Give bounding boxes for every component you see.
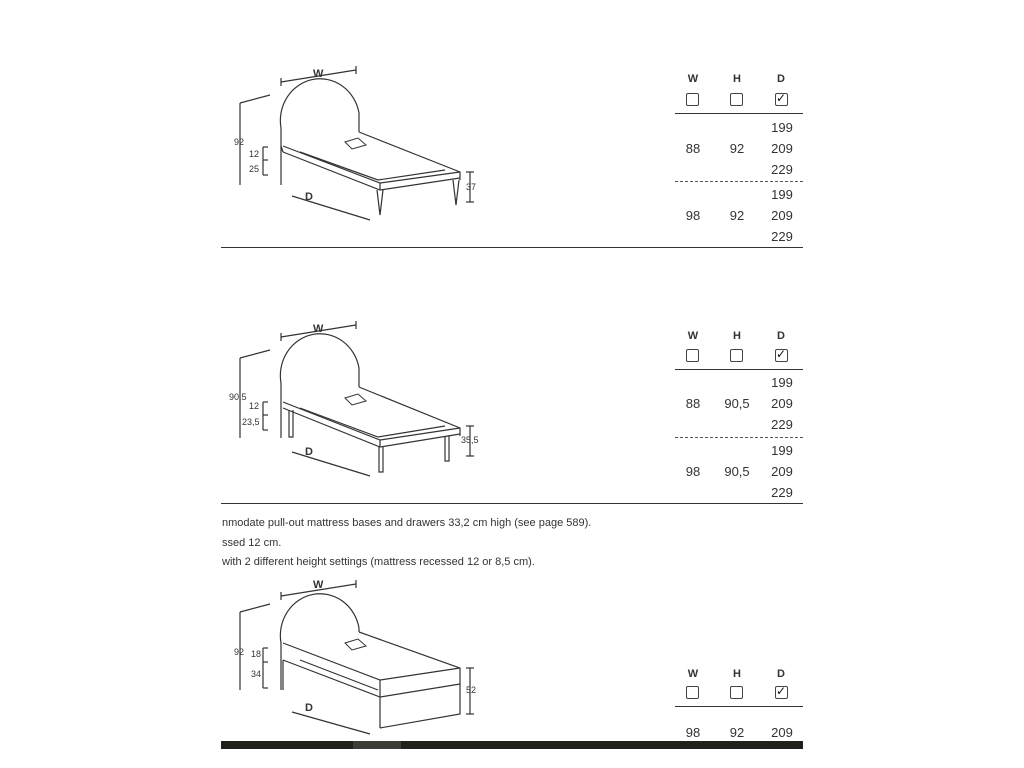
table-row-d: 229 [771,485,793,500]
note-line: ssed 12 cm. [222,537,282,549]
h-checkbox[interactable] [730,349,743,362]
h-checkbox[interactable] [730,686,743,699]
column-header-h: H [733,73,741,85]
column-header-d: D [777,73,785,85]
bed-3-width-label: W [313,579,324,591]
note-line: nmodate pull-out mattress bases and drawers 33,2 cm high (see page 589). [222,517,592,529]
column-header-h: H [733,330,741,342]
section-divider [221,503,803,504]
bed-2-dim-b-label: 23,5 [242,417,260,427]
table-row-w: 98 [685,464,701,479]
table-row-h: 92 [729,208,745,223]
table-row-w: 98 [685,208,701,223]
d-checkbox[interactable] [775,93,788,106]
column-header-w: W [687,668,699,680]
bed-1-drawing [240,66,477,220]
bed-3-dim-a-label: 18 [251,649,262,659]
bed-2-height-label: 90,5 [229,392,247,402]
bed-2-drawing [240,321,474,476]
table-row-d: 209 [771,725,793,740]
table-row-d: 209 [771,396,793,411]
table-row-h: 90,5 [724,464,750,479]
d-checkbox[interactable] [775,686,788,699]
bed-2-width-label: W [313,323,324,335]
table-divider [675,369,803,370]
table-row-d: 199 [771,443,793,458]
h-checkbox[interactable] [730,93,743,106]
table-row-d: 209 [771,141,793,156]
bed-1-depth-label: D [305,191,313,203]
table-row-w: 88 [685,396,701,411]
bed-1-leg-label: 37 [466,182,477,192]
column-header-h: H [733,668,741,680]
d-checkbox[interactable] [775,349,788,362]
column-header-w: W [687,330,699,342]
group-divider [675,181,803,182]
bed-1-height-label: 92 [234,137,245,147]
table-row-d: 229 [771,162,793,177]
bed-3-height-label: 92 [234,647,245,657]
table-row-h: 90,5 [724,396,750,411]
table-row-d: 229 [771,229,793,244]
table-row-w: 98 [685,725,701,740]
table-row-d: 199 [771,120,793,135]
dark-image-strip [221,741,803,749]
bed-1-dim-a-label: 12 [249,149,260,159]
bed-2-dim-a-label: 12 [249,401,260,411]
group-divider [675,437,803,438]
bed-3-leg-label: 52 [466,685,477,695]
table-row-d: 199 [771,375,793,390]
bed-2-leg-label: 35,5 [461,435,479,445]
w-checkbox[interactable] [686,349,699,362]
note-line: with 2 different height settings (mattress recessed 12 or 8,5 cm). [222,556,535,568]
table-row-h: 92 [729,725,745,740]
table-row-d: 199 [771,187,793,202]
table-divider [675,706,803,707]
column-header-w: W [687,73,699,85]
bed-1-dim-b-label: 25 [249,164,260,174]
table-divider [675,113,803,114]
bed-3-drawing [240,580,477,734]
table-row-d: 209 [771,464,793,479]
column-header-d: D [777,668,785,680]
table-row-h: 92 [729,141,745,156]
table-row-d: 229 [771,417,793,432]
w-checkbox[interactable] [686,686,699,699]
bed-3-dim-b-label: 34 [251,669,262,679]
w-checkbox[interactable] [686,93,699,106]
column-header-d: D [777,330,785,342]
table-row-d: 209 [771,208,793,223]
section-divider [221,247,803,248]
bed-2-depth-label: D [305,446,313,458]
table-row-w: 88 [685,141,701,156]
bed-1-width-label: W [313,68,324,80]
bed-3-depth-label: D [305,702,313,714]
